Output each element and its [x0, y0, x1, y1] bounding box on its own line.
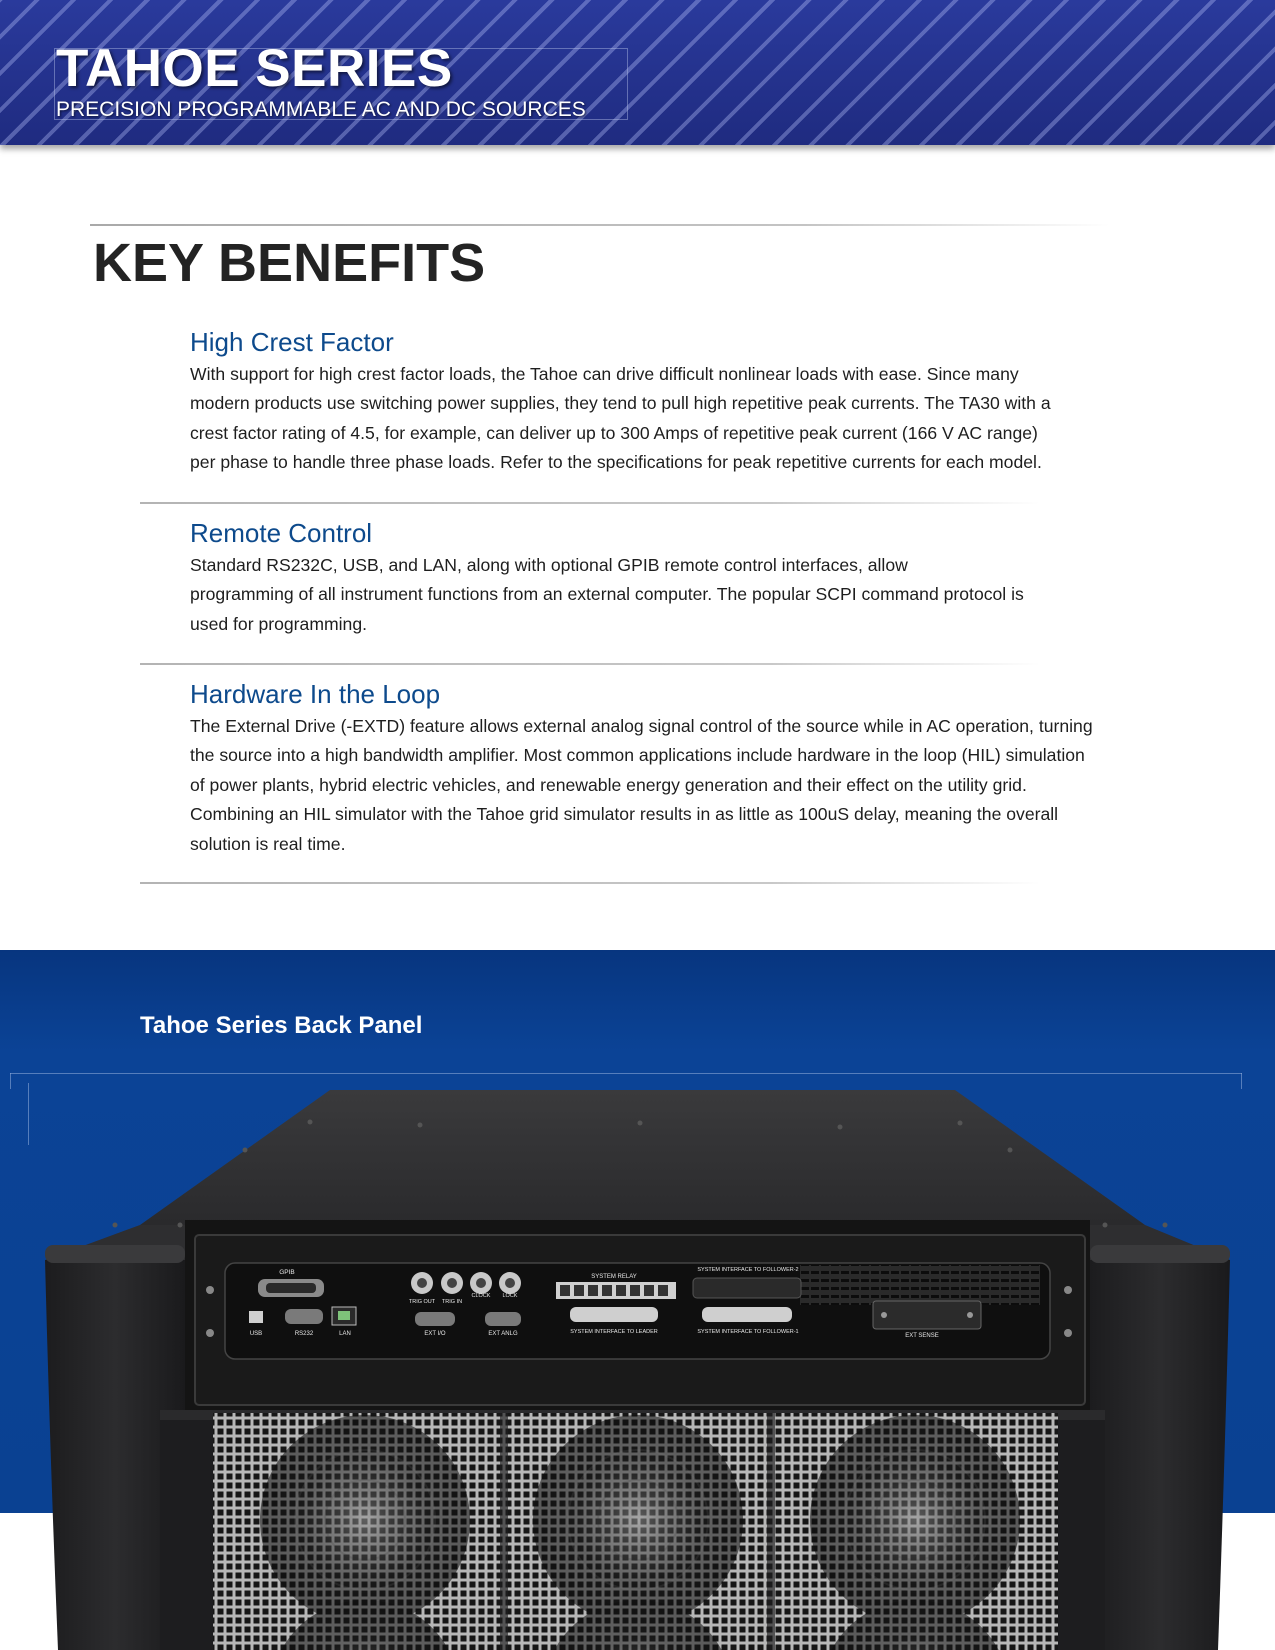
benefit-line: used for programming. [190, 613, 367, 634]
benefit-body [190, 360, 1125, 478]
usb-label: USB [249, 1331, 263, 1337]
benefit-line: Standard RS232C, USB, and LAN, along with optional GPIB remote control interfaces, allow [190, 555, 908, 575]
benefit-line: modern products use switching power supplies, they tend to pull high repetitive peak currents. The TA30 with a [190, 393, 1051, 414]
ext-anlg-port [485, 1312, 521, 1326]
ext-sense-connector [873, 1301, 981, 1329]
to-leader-label: SYSTEM INTERFACE TO LEADER [570, 1329, 658, 1335]
chassis-top [140, 1090, 1145, 1225]
benefit-divider [140, 882, 1040, 884]
benefit-line: The External Drive (-EXTD) feature allows external analog signal control of the source while in AC operation, turning [190, 716, 1093, 736]
benefit-body [190, 712, 1125, 859]
system-relay-label: SYSTEM RELAY [591, 1274, 637, 1280]
header-title: TAHOE SERIES [56, 39, 453, 98]
header-subtitle: PRECISION PROGRAMMABLE AC AND DC SOURCES [56, 98, 586, 121]
leader-interface-port [570, 1307, 658, 1322]
section-divider [90, 224, 1110, 226]
rs232-port [285, 1309, 323, 1324]
follower-1-interface-port [702, 1307, 792, 1322]
rs232-label: RS232 [294, 1331, 314, 1337]
section-title: KEY BENEFITS [93, 233, 486, 293]
back-panel-title: Tahoe Series Back Panel [140, 1012, 423, 1039]
benefit-title: Hardware In the Loop [190, 679, 441, 709]
benefit-line: With support for high crest factor loads, the Tahoe can drive difficult nonlinear loads with ease. Since many [190, 364, 1019, 384]
usb-port [249, 1311, 263, 1323]
benefit-line: crest factor rating of 4.5, for example, can deliver up to 300 Amps of repetitive peak current (166 V AC range) [190, 422, 1038, 443]
to-follower-1-label: SYSTEM INTERFACE TO FOLLOWER-1 [697, 1329, 799, 1335]
benefit-line: Combining an HIL simulator with the Tahoe grid simulator results in as little as 100uS delay, meaning the overall [190, 804, 1059, 825]
trig-in-label: TRIG IN [441, 1299, 463, 1305]
benefit-line: solution is real time. [190, 833, 346, 854]
benefit-remote-control [190, 517, 1125, 639]
benefit-divider [140, 663, 1040, 665]
ext-io-label: EXT I/O [424, 1331, 446, 1337]
benefit-line: programming of all instrument functions from an external computer. The popular SCPI command protocol is [190, 584, 1024, 605]
benefit-title: High Crest Factor [190, 327, 394, 357]
benefit-line: of power plants, hybrid electric vehicles, and renewable energy generation and their effect on the utility grid. [190, 774, 1027, 795]
to-follower-2-label: SYSTEM INTERFACE TO FOLLOWER-2 [697, 1267, 799, 1273]
follower-2-cover [693, 1278, 801, 1298]
benefit-line: the source into a high bandwidth amplifier. Most common applications include hardware in the loop (HIL) simulation [190, 745, 1085, 766]
photo-frame-line [10, 1073, 1242, 1074]
trig-out-label: TRIG OUT [408, 1299, 436, 1305]
benefit-body [190, 551, 1125, 639]
lock-label: LOCK [502, 1293, 518, 1299]
ext-sense-label: EXT SENSE [905, 1333, 939, 1339]
lan-label: LAN [339, 1331, 351, 1337]
benefit-high-crest-factor [190, 326, 1125, 478]
benefit-divider [140, 502, 1040, 504]
gpib-label: GPIB [279, 1269, 295, 1276]
ext-anlg-label: EXT ANLG [488, 1331, 518, 1337]
benefit-title: Remote Control [190, 518, 373, 548]
chassis-right-pillar [1090, 1260, 1230, 1650]
back-panel-photo [0, 1085, 1275, 1650]
benefit-hardware-in-the-loop [190, 678, 1125, 859]
header-banner [0, 0, 1275, 145]
clock-label: CLOCK [471, 1293, 491, 1299]
ext-io-port [415, 1312, 455, 1326]
benefit-line: per phase to handle three phase loads. Refer to the specifications for peak repetitive currents for each model. [190, 452, 1042, 473]
